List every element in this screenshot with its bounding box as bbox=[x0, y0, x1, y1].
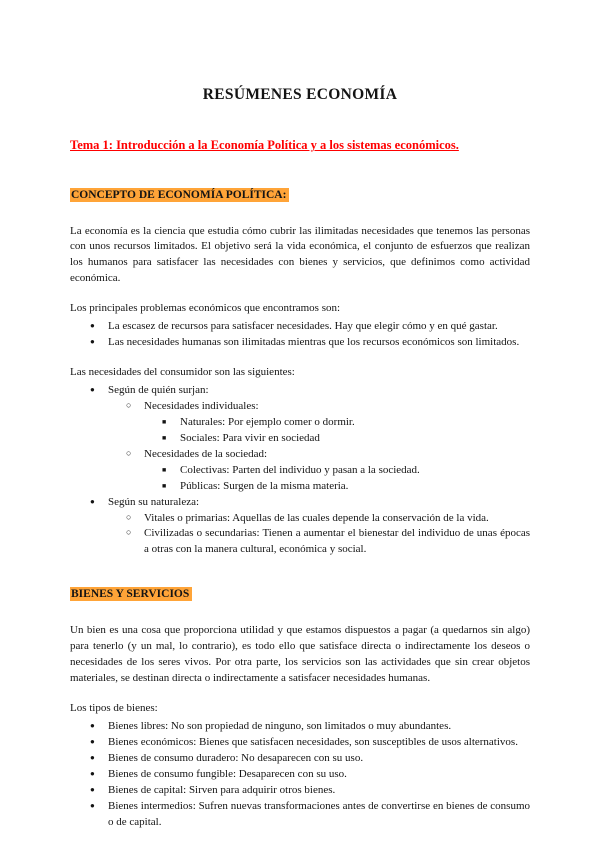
list-item bbox=[70, 751, 530, 767]
list-item bbox=[70, 383, 530, 399]
section-heading-bienes-wrap bbox=[70, 586, 530, 603]
list-item bbox=[70, 431, 530, 447]
list-item-text: Civilizadas o secundarias: Tienen a aumentar el bienestar del individuo de unas épocas a otras con la manera cultural, económica y social. bbox=[144, 527, 530, 556]
bullet-disc-icon bbox=[90, 383, 108, 399]
list-item-text: Bienes de capital: Sirven para adquirir otros bienes. bbox=[108, 783, 336, 796]
list-item-text: Según su naturaleza: bbox=[108, 495, 200, 508]
list-item bbox=[70, 319, 530, 335]
list-item-text: Colectivas: Parten del individuo y pasan a la sociedad. bbox=[180, 463, 420, 476]
bullet-circle-icon bbox=[126, 447, 144, 463]
paragraph-economia-definicion: La economía es la ciencia que estudia cómo cubrir las ilimitadas necesidades que tenemos las personas con unos recursos limitados. El objetivo será la vida económica, el conjunto de esfuerzos que realizan los humanos para satisfacer las necesidades con bienes y servicios, que definimos como actividad económica. bbox=[70, 224, 530, 285]
list-item bbox=[70, 783, 530, 799]
bullet-disc-icon bbox=[90, 319, 108, 335]
list-item bbox=[70, 415, 530, 431]
list-item-text: Bienes intermedios: Sufren nuevas transformaciones antes de convertirse en bienes de consumo o de capital. bbox=[108, 799, 530, 828]
bullet-square-icon bbox=[162, 463, 180, 479]
section-heading-concepto: CONCEPTO DE ECONOMÍA POLÍTICA: bbox=[70, 188, 289, 202]
bullet-square-icon bbox=[162, 431, 180, 447]
bullet-disc-icon bbox=[90, 495, 108, 511]
problems-list bbox=[70, 319, 530, 351]
list-item-text: Bienes libres: No son propiedad de ninguno, son limitados o muy abundantes. bbox=[108, 719, 452, 732]
list-item-text: Según de quién surjan: bbox=[108, 384, 209, 397]
list-item-text: Bienes económicos: Bienes que satisfacen necesidades, son susceptibles de usos alternativos. bbox=[108, 735, 518, 748]
list-item bbox=[70, 447, 530, 463]
list-item bbox=[70, 335, 530, 351]
list-item bbox=[70, 399, 530, 415]
bullet-circle-icon bbox=[126, 399, 144, 415]
list-item bbox=[70, 719, 530, 735]
tipos-bienes-list bbox=[70, 719, 530, 831]
list-item bbox=[70, 735, 530, 751]
list-item bbox=[70, 479, 530, 495]
paragraph-problemas-intro: Los principales problemas económicos que encontramos son: bbox=[70, 302, 341, 315]
list-item-text: Las necesidades humanas son ilimitadas mientras que los recursos económicos son limitados. bbox=[108, 336, 520, 349]
bullet-square-icon bbox=[162, 479, 180, 495]
paragraph-bienes-definicion: Un bien es una cosa que proporciona utilidad y que estamos dispuestos a pagar (a quedarnos sin algo) para tenerlo (y un mal, lo contrario), es todo ello que satisface directa o indirectamente los deseos o necesidades de los seres vivos. Por otra parte, los servicios son las actividades que sin crear objetos materiales, se destinan directa o indirectamente a satisfacer necesidades humanas. bbox=[70, 624, 530, 685]
bullet-circle-icon bbox=[126, 511, 144, 527]
bullet-disc-icon bbox=[90, 335, 108, 351]
needs-list bbox=[70, 383, 530, 558]
list-item bbox=[70, 495, 530, 511]
bullet-disc-icon bbox=[90, 767, 108, 783]
paragraph-tipos-intro: Los tipos de bienes: bbox=[70, 702, 158, 715]
list-item-text: Bienes de consumo duradero: No desaparecen con su uso. bbox=[108, 751, 364, 764]
list-item-text: Bienes de consumo fungible: Desaparecen con su uso. bbox=[108, 767, 347, 780]
bullet-disc-icon bbox=[90, 719, 108, 735]
document-title: RESÚMENES ECONOMÍA bbox=[202, 86, 398, 103]
list-item-text: La escasez de recursos para satisfacer necesidades. Hay que elegir cómo y en qué gastar. bbox=[108, 320, 498, 333]
bullet-disc-icon bbox=[90, 799, 108, 815]
list-item-text: Vitales o primarias: Aquellas de las cuales depende la conservación de la vida. bbox=[144, 511, 489, 524]
list-item-text: Necesidades de la sociedad: bbox=[144, 447, 268, 460]
list-item bbox=[70, 767, 530, 783]
list-item bbox=[70, 799, 530, 831]
tema-heading: Tema 1: Introducción a la Economía Política y a los sistemas económicos. bbox=[70, 138, 459, 153]
bullet-disc-icon bbox=[90, 735, 108, 751]
bullet-square-icon bbox=[162, 415, 180, 431]
bullet-circle-icon bbox=[126, 526, 144, 542]
section-heading-bienes: BIENES Y SERVICIOS bbox=[70, 587, 192, 601]
list-item-text: Naturales: Por ejemplo comer o dormir. bbox=[180, 415, 355, 428]
section-heading-concepto-wrap bbox=[70, 187, 530, 204]
bullet-disc-icon bbox=[90, 751, 108, 767]
paragraph-necesidades-intro: Las necesidades del consumidor son las siguientes: bbox=[70, 366, 295, 379]
list-item-text: Sociales: Para vivir en sociedad bbox=[180, 431, 320, 444]
list-item bbox=[70, 463, 530, 479]
list-item-text: Públicas: Surgen de la misma materia. bbox=[180, 479, 349, 492]
list-item bbox=[70, 526, 530, 558]
list-item-text: Necesidades individuales: bbox=[144, 399, 259, 412]
list-item bbox=[70, 511, 530, 527]
bullet-disc-icon bbox=[90, 783, 108, 799]
